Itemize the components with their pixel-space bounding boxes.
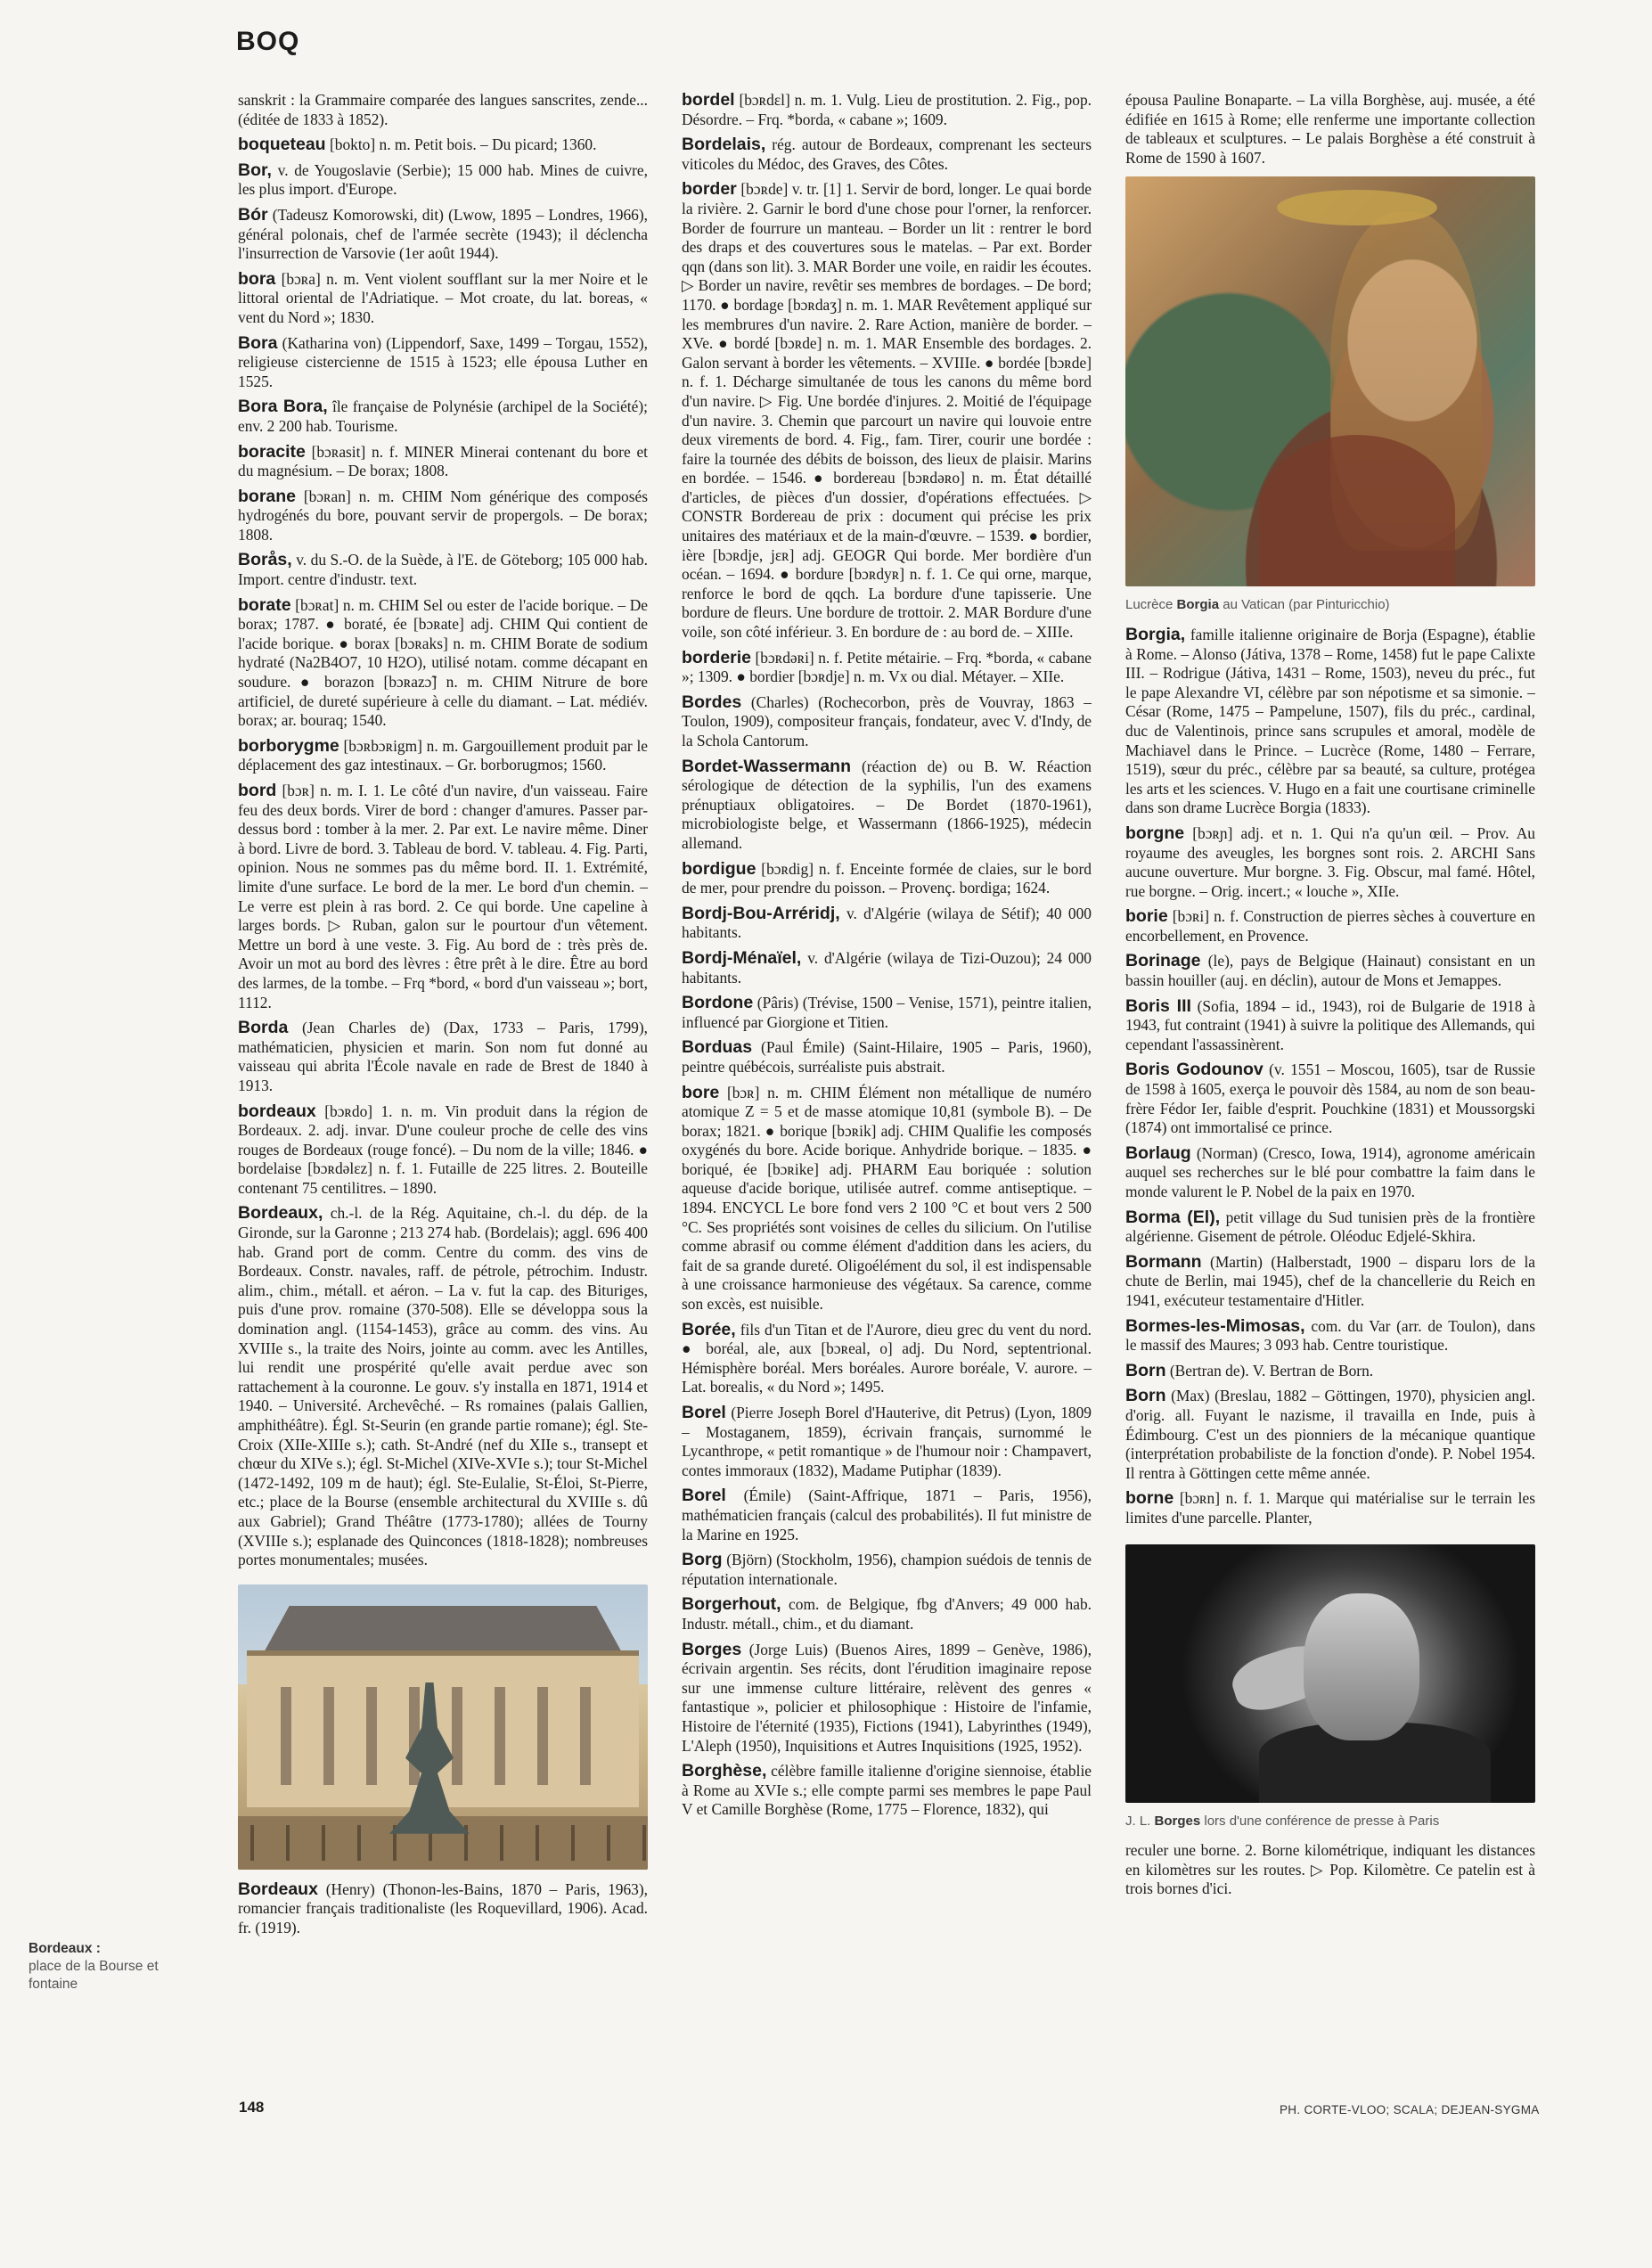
entry-text: com. de Belgique, fbg d'Anvers; 49 000 hab. Industr. métall., chim., et du diamant. bbox=[682, 1595, 1092, 1633]
column-2 bbox=[682, 91, 1092, 2078]
entry-text: (Björn) (Stockholm, 1956), champion suédois de tennis de réputation internationale. bbox=[682, 1551, 1092, 1588]
entry-text: [bɔʀa] n. m. Vent violent soufflant sur la mer Noire et le littoral oriental de l'Adriatique. – Mot croate, du lat. boreas, « vent du Nord »; 1830. bbox=[238, 269, 648, 326]
entry-text: [bɔʀdig] n. f. Enceinte formée de claies, sur le bord de mer, pour prendre du poisson. – Provenç. bordiga; 1624. bbox=[682, 859, 1092, 897]
dictionary-entry bbox=[682, 949, 1092, 987]
entry-text: île française de Polynésie (archipel de la Société); env. 2 200 hab. Tourisme. bbox=[238, 397, 648, 435]
dictionary-entry bbox=[1125, 952, 1535, 990]
entry-headword: Borinage bbox=[1125, 951, 1201, 971]
entry-headword: bordigue bbox=[682, 858, 756, 879]
dictionary-entry bbox=[238, 334, 648, 392]
entry-text: v. d'Algérie (wilaya de Tizi-Ouzou); 24 000 habitants. bbox=[682, 948, 1092, 987]
dictionary-entry bbox=[682, 905, 1092, 943]
dictionary-entry bbox=[238, 1102, 648, 1199]
dictionary-entry bbox=[238, 443, 648, 481]
dictionary-entry bbox=[1125, 1489, 1535, 1527]
entry-text: (Jorge Luis) (Buenos Aires, 1899 – Genève, 1986), écrivain argentin. Ses récits, dont l'érudition imaginaire repose sur une immense culture littéraire, relèvent des genres « fantastique », policier et philosophique : Histoire de l'infamie, Histoire de l'éternité (1935), Fictions (1941), Labyrinthes (1949), L'Aleph (1950), Inquisitions et Autres Inquisitions (1925, 1952). bbox=[682, 1640, 1092, 1755]
dictionary-entry bbox=[682, 1404, 1092, 1480]
entry-headword: Borda bbox=[238, 1018, 289, 1038]
entry-headword: borborygme bbox=[238, 735, 339, 756]
entry-text: famille italienne originaire de Borja (Espagne), établie à Rome. – Alonso (Játiva, 1378 – Rome, 1458) fut le pape Calixte III. – Rodrigue (Játiva, 1431 – Rome, 1503), neveu du préc., fut le pape Alexandre VI, célèbre par son népotisme et sa simonie. – César (Rome, 1475 – Pampelune, 1507), fils du préc., cardinal, duc de Valentinois, prince sans scrupules et amoral, modèle de Machiavel dans le Prince. – Lucrèce (Rome, 1480 – Ferrare, 1519), sœur du préc., célèbre par sa beauté, sa culture, protégea les arts et les sciences. V. Hugo en a fait une courtisane criminelle dans son drame Lucrèce Borgia (1833). bbox=[1125, 625, 1535, 817]
dictionary-entry bbox=[682, 649, 1092, 687]
entry-headword: Bordone bbox=[682, 993, 754, 1013]
entry-headword: Boris Godounov bbox=[1125, 1060, 1264, 1080]
dictionary-entry bbox=[1125, 1253, 1535, 1311]
entry-text: (Tadeusz Komorowski, dit) (Lwow, 1895 – Londres, 1966), général polonais, chef de l'armée secrète (1943); il déclencha l'insurrection de Varsovie (1er août 1944). bbox=[238, 205, 648, 263]
entry-text: [bɔʀ] n. m. I. 1. Le côté d'un navire, d'un vaisseau. Faire feu des deux bords. Virer de bord : changer d'amures. Passer par-dessus bord : tomber à la mer. 2. Par ext. Le navire même. Diner à bord. Livre de bord. 3. Tableau de bord. V. tableau. 4. Fig. Parti, opinion. Nous ne sommes pas du même bord. II. 1. Extrémité, limite d'une surface. Le bord de la mer. Le bord d'un chemin. – Le verre est plein à ras bord. 2. Ce qui borde. Une capeline à larges bords. ▷ Ruban, galon sur le pourtour d'un vêtement. Mettre un bord à une veste. 3. Fig. Au bord de : très près de. Avoir un mot au bord des lèvres : être prêt à le dire. Être au bord des larmes, de la tombe. – Frq *bord, « bord d'un vaisseau »; bort, 1112. bbox=[238, 782, 648, 1011]
entry-text: (réaction de) ou B. W. Réaction sérologique de détection de la syphilis, l'un des examens prénuptiaux obligatoires. – De Bordet (1870-1961), microbiologiste belge, et Wassermann (1866-1925), médecin allemand. bbox=[682, 757, 1092, 852]
dictionary-entry bbox=[238, 737, 648, 775]
entry-headword: Borås, bbox=[238, 550, 292, 570]
entry-text: [bɔʀɲ] adj. et n. 1. Qui n'a qu'un œil. – Prov. Au royaume des aveugles, les borgnes sont rois. 2. ARCHI Sans aucune ouverture. Mur borgne. 3. Fig. Obscur, mal famé. Hôtel, rue borgne. – Orig. incert.; « louche », XIIe. bbox=[1125, 823, 1535, 900]
bordeaux-photo bbox=[238, 1584, 648, 1870]
dictionary-entry bbox=[682, 135, 1092, 174]
entry-headword: Borduas bbox=[682, 1037, 753, 1058]
column-1 bbox=[238, 91, 648, 2078]
photo-credits: PH. CORTE-VLOO; SCALA; DEJEAN-SYGMA bbox=[1280, 2103, 1540, 2117]
borges-figure bbox=[1125, 1544, 1535, 1831]
entry-text: [bɔʀan] n. m. CHIM Nom générique des composés hydrogénés du bore, pouvant servir de propergols. – De borax; 1808. bbox=[238, 487, 648, 544]
entry-text: [bɔʀdɛl] n. m. 1. Vulg. Lieu de prostitution. 2. Fig., pop. Désordre. – Frq. *borda, « cabane »; 1609. bbox=[682, 91, 1092, 128]
dictionary-entry bbox=[1125, 1144, 1535, 1202]
entry-text: (Max) (Breslau, 1882 – Göttingen, 1970), physicien angl. d'orig. all. Fuyant le nazisme, il travailla en Inde, puis à Édimbourg. C'est un des pionniers de la mécanique quantique (interprétation probabiliste de la fonction d'onde). P. Nobel 1954. Il rentra à Göttingen cette même année. bbox=[1125, 1387, 1535, 1482]
dictionary-entry bbox=[1125, 907, 1535, 946]
entry-text: com. du Var (arr. de Toulon), dans le massif des Maures; 3 093 hab. Centre touristique. bbox=[1125, 1316, 1535, 1355]
col3-before-entries bbox=[1125, 91, 1535, 168]
entry-text: [bɔʀn] n. f. 1. Marque qui matérialise sur le terrain les limites d'une parcelle. Planter, bbox=[1125, 1489, 1535, 1527]
entry-text: [bɔʀdo] 1. n. m. Vin produit dans la région de Bordeaux. 2. adj. invar. D'une couleur proche de celle des vins rouges de Bordeaux (rouge foncé). – Du nom de la ville; 1846. ● bordelaise [bɔʀdəlɛz] n. f. 1. Futaille de 225 litres. 2. Bouteille contenant 75 centilitres. – 1890. bbox=[238, 1101, 648, 1197]
entry-text: v. du S.-O. de la Suède, à l'E. de Göteborg; 105 000 hab. Import. centre d'industr. text. bbox=[238, 551, 648, 589]
dictionary-entry bbox=[1125, 1317, 1535, 1355]
entry-headword: Borma (El), bbox=[1125, 1207, 1221, 1227]
entry-headword: Borg bbox=[682, 1550, 723, 1570]
entry-text: (Émile) (Saint-Affrique, 1871 – Paris, 1956), mathématicien français (calcul des probabilités). Il fut ministre de la Marine en 1925. bbox=[682, 1486, 1092, 1543]
entry-headword: borgne bbox=[1125, 823, 1185, 843]
entry-headword: bordeaux bbox=[238, 1101, 316, 1121]
entry-headword: Bormann bbox=[1125, 1251, 1202, 1272]
dictionary-entry bbox=[682, 860, 1092, 898]
dictionary-entry bbox=[682, 1551, 1092, 1589]
entry-headword: Bordj-Bou-Arréridj, bbox=[682, 903, 840, 923]
entry-text: sanskrit : la Grammaire comparée des langues sanscrites, zende... (éditée de 1833 à 1852). bbox=[238, 91, 648, 128]
entry-text: petit village du Sud tunisien près de la frontière algérienne. Gisement de pétrole. Oléoduc Edjelé-Skhira. bbox=[1125, 1208, 1535, 1246]
entry-headword: borane bbox=[238, 486, 297, 506]
bordeaux-side-caption: Bordeaux : place de la Bourse et fontaine bbox=[29, 1941, 159, 1992]
entry-headword: bora bbox=[238, 268, 276, 289]
entry-text: [bɔʀde] v. tr. [1] 1. Servir de bord, longer. Le quai borde la rivière. 2. Garnir le bord d'une chose pour l'orner, la renforcer. Border de fourrure un manteau. – Border un lit : rentrer le bord des draps et des couvertures sous le matelas. – Par ext. Border qqn (dans son lit). 3. MAR Border une voile, en raidir les écoutes. ▷ Border un navire, revêtir ses membres de bordages. – De bord; 1170. ● bordage [bɔʀdaʒ] n. m. 1. MAR Revêtement appliqué sur les membrures d'un navire. 2. Rare Action, manière de border. – XVe. ● bordé [bɔʀde] n. m. 1. MAR Ensemble des bordages. 2. Galon servant à border les vêtements. – XVIIIe. ● bordée [bɔʀde] n. f. 1. Décharge simultanée de tous les canons du même bord d'un navire. ▷ Fig. Une bordée d'injures. 2. Moitié de l'équipage d'un navire. 3. Chemin que parcourt un navire qui louvoie entre deux virements de bord. 4. Fig., fam. Tirer, courir une bordée : faire la tournée des débits de boisson, des lieux de plaisir. Marins en bordée. – 1546. ● bordereau [bɔʀdəʀo] n. m. État détaillé d'articles, de pièces d'un dossier, d'opérations effectuées. ▷ CONSTR Bordereau de prix : document qui précise les prix unitaires des matériaux et de la main-d'œuvre. – 1539. ● bordier, ière [bɔʀdje, jɛʀ] adj. GEOGR Qui borde. Mer bordière d'un océan. – 1694. ● bordure [bɔʀdyʀ] n. f. 1. Ce qui orne, marque, renforce le bord de qqch. La bordure d'une tapisserie. Une bordure de fleurs. Une bordure de trottoir. 2. MAR Bordure d'une voile, son côté inférieur. 3. En bordure de : au bord de. – XIIIe. bbox=[682, 180, 1092, 642]
dictionary-entry bbox=[1125, 626, 1535, 818]
dictionary-entry bbox=[682, 757, 1092, 854]
entry-text: [bɔʀbɔʀigm] n. m. Gargouillement produit par le déplacement des gaz intestinaux. – Gr. borborugmos; 1560. bbox=[238, 736, 648, 774]
entry-headword: Born bbox=[1125, 1360, 1166, 1380]
dictionary-entry bbox=[238, 1204, 648, 1569]
entry-headword: Borghèse, bbox=[682, 1761, 767, 1781]
dictionary-entry bbox=[682, 1641, 1092, 1756]
entry-headword: boracite bbox=[238, 441, 306, 462]
dictionary-entry bbox=[682, 994, 1092, 1032]
dictionary-entry bbox=[1125, 1362, 1535, 1381]
entry-headword: bord bbox=[238, 781, 277, 800]
entry-text: [bɔʀat] n. m. CHIM Sel ou ester de l'acide borique. – De borax; 1787. ● boraté, ée [bɔʀate] adj. CHIM Qui contient de l'acide borique. ● borax [bɔʀaks] n. m. CHIM Borate de sodium hydraté (Na2B4O7, 10 H2O), utilisé notam. comme décapant en soudure. ● borazon [bɔʀazɔ̃] n. m. CHIM Nitrure de bore artificiel, de dureté supérieure à celle du diamant. – Lat. médiév. borax; ar. bouraq; 1540. bbox=[238, 595, 648, 730]
entry-headword: Bordj-Ménaïel, bbox=[682, 947, 802, 968]
entry-headword: borne bbox=[1125, 1488, 1174, 1509]
entry-text: [bokto] n. m. Petit bois. – Du picard; 1360. bbox=[329, 135, 597, 154]
dictionary-entry bbox=[238, 596, 648, 731]
entry-headword: Borée, bbox=[682, 1319, 736, 1339]
entry-text: ch.-l. de la Rég. Aquitaine, ch.-l. du dép. de la Gironde, sur la Garonne ; 213 274 hab. (Bordelais); aggl. 696 400 hab. Grand port de comm. Centre du comm. des vins de Bordeaux. Constr. navales, raff. de pétrole, pétrochim. Industr. alim., chim., métall. et aéron. – La v. fut la cap. des Bituriges, puis d'une prov. romaine (370-508). Elle se développa sous la domination angl. (1154-1453), grâce au comm. des vins. Au XVIIIe s., la traite des Noirs, jointe au comm. avec les Antilles, lui rendit une prospérité qu'elle avait perdue avec son rattachement à la couronne. Le gouv. s'y installa en 1871, 1914 et 1940. – Université. Archevêché. – Rs romaines (palais Gallien, amphithéâtre). Égl. St-Seurin (en grande partie romane); égl. Ste-Croix (XIIe-XIIIe s.); cath. St-André (nef du XIIe s., transept et chœur du XIVe s.); égl. St-Michel (XIVe-XVIe s.); tour St-Michel (1472-1492, 109 m de haut); égl. Ste-Eulalie, St-Éloi, St-Pierre, etc.; place de la Bourse (ensemble architectural du XVIIIe s. dû aux Gabriel); Grand Théâtre (1773-1780); allées de Tourny (XVIIIe s.); esplanade des Quinconces (1818-1828); nombreuses portes monumentales; musées. bbox=[238, 1204, 648, 1569]
entry-headword: Bormes-les-Mimosas, bbox=[1125, 1315, 1305, 1336]
entry-text: (Pierre Joseph Borel d'Hauterive, dit Petrus) (Lyon, 1809 – Mostaganem, 1859), écrivain français, surnommé le Lycanthrope, « petit romantique » de l'humour noir : Champavert, contes immoraux (1832), Madame Putiphar (1839). bbox=[682, 1404, 1092, 1479]
col1-after-entries bbox=[238, 1880, 648, 1938]
entry-text: épousa Pauline Bonaparte. – La villa Borghèse, auj. musée, a été édifiée en 1615 à Rome; elle renferme une importante collection de tableaux et sculptures. – Le palais Borghèse a été construit à Rome de 1590 à 1607. bbox=[1125, 91, 1535, 167]
dictionary-entry bbox=[1125, 1387, 1535, 1483]
dictionary-entry bbox=[682, 1595, 1092, 1633]
dictionary-entry bbox=[238, 206, 648, 264]
entry-text: (Pâris) (Trévise, 1500 – Venise, 1571), peintre italien, influencé par Giorgione et Titien. bbox=[682, 994, 1092, 1031]
entry-headword: Bordeaux, bbox=[238, 1203, 323, 1224]
entry-text: (Norman) (Cresco, Iowa, 1914), agronome américain auquel ses recherches sur le blé pour combattre la faim dans le monde valurent le P. Nobel de la paix en 1970. bbox=[1125, 1143, 1535, 1200]
borgia-figure bbox=[1125, 176, 1535, 615]
dictionary-entry bbox=[238, 1880, 648, 1938]
entry-text: [bɔʀi] n. f. Construction de pierres sèches à couverture en encorbellement, en Provence. bbox=[1125, 907, 1535, 945]
dictionary-entry bbox=[1125, 1208, 1535, 1247]
entry-headword: bordel bbox=[682, 91, 735, 110]
entry-headword: Bordes bbox=[682, 692, 742, 712]
entry-text: (Bertran de). V. Bertran de Born. bbox=[1169, 1361, 1374, 1380]
entry-headword: borie bbox=[1125, 906, 1168, 927]
dictionary-entry bbox=[238, 270, 648, 328]
entry-text: (Katharina von) (Lippendorf, Saxe, 1499 – Torgau, 1552), religieuse cistercienne de 1515 à 1523; elle épousa Luther en 1525. bbox=[238, 333, 648, 390]
entry-text: (Sofia, 1894 – id., 1943), roi de Bulgarie de 1918 à 1943, fut contraint (1941) à suivre la politique des Allemands, qui cependant l'assassinèrent. bbox=[1125, 996, 1535, 1053]
col3-after-entries bbox=[1125, 1841, 1535, 1899]
borgia-painting bbox=[1125, 176, 1535, 586]
borges-photo bbox=[1125, 1544, 1535, 1803]
entry-text: (Paul Émile) (Saint-Hilaire, 1905 – Paris, 1960), peintre québécois, surréaliste puis abstrait. bbox=[682, 1038, 1092, 1076]
entry-text: (Jean Charles de) (Dax, 1733 – Paris, 1799), mathématicien, physicien et marin. Son nom fut donné au vaisseau qui abrita l'École navale en rade de Brest de 1840 à 1913. bbox=[238, 1019, 648, 1094]
dictionary-entry bbox=[1125, 824, 1535, 901]
entry-text: rég. autour de Bordeaux, comprenant les secteurs viticoles du Médoc, des Graves, des Côtes. bbox=[682, 135, 1092, 173]
dictionary-entry bbox=[682, 1038, 1092, 1077]
dictionary-entry bbox=[238, 91, 648, 129]
entry-headword: borderie bbox=[682, 647, 752, 667]
entry-headword: Bordelais, bbox=[682, 135, 766, 155]
dictionary-entry bbox=[682, 180, 1092, 642]
borges-caption: J. L. Borges lors d'une conférence de presse à Paris bbox=[1125, 1813, 1440, 1829]
entry-headword: Boris III bbox=[1125, 995, 1191, 1016]
dictionary-entry bbox=[1125, 1060, 1535, 1137]
dictionary-entry bbox=[1125, 997, 1535, 1055]
entry-text: (Martin) (Halberstadt, 1900 – disparu lors de la chute de Berlin, mai 1945), chef de la chancellerie du Reich en 1941, exécuteur testamentaire d'Hitler. bbox=[1125, 1252, 1535, 1309]
dictionary-entry bbox=[238, 782, 648, 1012]
entry-headword: Borgia, bbox=[1125, 624, 1186, 644]
dictionary-entry bbox=[238, 1019, 648, 1095]
col2-entries bbox=[682, 91, 1092, 1820]
entry-headword: Borel bbox=[682, 1403, 726, 1422]
entry-text: fils d'un Titan et de l'Aurore, dieu grec du vent du nord. ● boréal, ale, aux [bɔʀeal, o] adj. Du Nord, septentrional. Hémisphère boréal. Mers boréales. Aurore boréale, V. aurore. – Lat. borealis, « du Nord »; 1495. bbox=[682, 1320, 1092, 1396]
bordeaux-figure bbox=[238, 1584, 648, 1870]
dictionary-entry bbox=[682, 1762, 1092, 1820]
entry-text: reculer une borne. 2. Borne kilométrique, indiquant les distances en kilomètres sur les routes. ▷ Pop. Kilomètre. Ce patelin est à trois bornes d'ici. bbox=[1125, 1841, 1535, 1898]
entry-headword: Bor, bbox=[238, 160, 272, 180]
entry-headword: Born bbox=[1125, 1386, 1166, 1406]
dictionary-entry bbox=[238, 551, 648, 589]
dictionary-entry bbox=[238, 397, 648, 436]
dictionary-entry bbox=[682, 1486, 1092, 1544]
column-3 bbox=[1125, 91, 1535, 2078]
dictionary-entry bbox=[682, 91, 1092, 129]
entry-headword: borate bbox=[238, 594, 291, 615]
entry-headword: Bora Bora, bbox=[238, 397, 328, 417]
borgia-caption: Lucrèce Borgia au Vatican (par Pinturicchio) bbox=[1125, 597, 1390, 613]
entry-text: v. de Yougoslavie (Serbie); 15 000 hab. Mines de cuivre, les plus import. d'Europe. bbox=[238, 160, 648, 199]
entry-text: [bɔʀasit] n. f. MINER Minerai contenant du bore et du magnésium. – De borax; 1808. bbox=[238, 442, 648, 480]
dictionary-entry bbox=[1125, 1841, 1535, 1899]
page-number: 148 bbox=[239, 2099, 265, 2116]
entry-headword: Bora bbox=[238, 332, 278, 353]
entry-text: [bɔʀdəʀi] n. f. Petite métairie. – Frq. *borda, « cabane »; 1309. ● bordier [bɔʀdje] n. m. Vx ou dial. Métayer. – XIIe. bbox=[682, 648, 1092, 686]
dictionary-entry bbox=[1125, 91, 1535, 168]
entry-headword: Bordeaux bbox=[238, 1879, 318, 1899]
entry-text: (le), pays de Belgique (Hainaut) consistant en un bassin houiller (auj. en déclin), autour de Mons et Jemappes. bbox=[1125, 952, 1535, 990]
entry-headword: border bbox=[682, 179, 737, 200]
col1-entries bbox=[238, 91, 648, 1570]
entry-headword: bore bbox=[682, 1082, 720, 1102]
entry-headword: Borges bbox=[682, 1639, 742, 1659]
dictionary-entry bbox=[238, 487, 648, 545]
entry-headword: Borlaug bbox=[1125, 1142, 1191, 1163]
dictionary-entry bbox=[682, 693, 1092, 751]
entry-text: [bɔʀ] n. m. CHIM Élément non métallique de numéro atomique Z = 5 et de masse atomique 10,81 (symbole B). – De borax; 1821. ● borique [bɔʀik] adj. CHIM Qualifie les composés oxygénés du bore. Acide borique. Anhydride borique. – 1835. ● boriqué, ée [bɔʀike] adj. PHARM Eau boriquée : solution aqueuse d'acide borique, utilisée autref. comme antiseptique. – 1894. ENCYCL Le bore fond vers 2 100 °C et bout vers 2 500 °C. Ses propriétés sont voisines de celles du silicium. On l'utilise comme abrasif ou comme élément d'addition dans les aciers, du fait de sa grande dureté. Oligoélément du sol, il est indispensable à une croissance harmonieuse des végétaux. Sa carence, comme son excès, est nuisible. bbox=[682, 1083, 1092, 1314]
entry-text: célèbre famille italienne d'origine siennoise, établie à Rome au XVIe s.; elle compte parmi ses membres le pape Paul V et Camille Borghèse (Rome, 1775 – Florence, 1832), qui bbox=[682, 1762, 1092, 1819]
entry-headword: Borgerhout, bbox=[682, 1594, 781, 1615]
col3-mid-entries bbox=[1125, 626, 1535, 1528]
entry-text: (v. 1551 – Moscou, 1605), tsar de Russie de 1598 à 1605, exerça le pouvoir dès 1584, au nom de son beau-frère Fédor Ier, faible d'esprit. Pouchkine (1831) et Moussorgski (1874) ont immortalisé ce prince. bbox=[1125, 1060, 1535, 1137]
dictionary-entry bbox=[238, 161, 648, 200]
entry-headword: Borel bbox=[682, 1486, 726, 1506]
dictionary-entry bbox=[238, 135, 648, 155]
entry-headword: Bór bbox=[238, 204, 268, 225]
dictionary-entry bbox=[682, 1084, 1092, 1314]
page-header: BOQ bbox=[236, 27, 300, 56]
entry-headword: Bordet-Wassermann bbox=[682, 756, 851, 776]
entry-text: (Charles) (Rochecorbon, près de Vouvray, 1863 – Toulon, 1909), compositeur français, fondateur, avec V. d'Indy, de la Schola Cantorum. bbox=[682, 692, 1092, 749]
dictionary-entry bbox=[682, 1321, 1092, 1397]
entry-headword: boqueteau bbox=[238, 135, 326, 155]
entry-text: (Henry) (Thonon-les-Bains, 1870 – Paris, 1963), romancier français traditionaliste (les Roquevillard, 1906). Acad. fr. (1919). bbox=[238, 1879, 648, 1936]
entry-text: v. d'Algérie (wilaya de Sétif); 40 000 habitants. bbox=[682, 904, 1092, 942]
